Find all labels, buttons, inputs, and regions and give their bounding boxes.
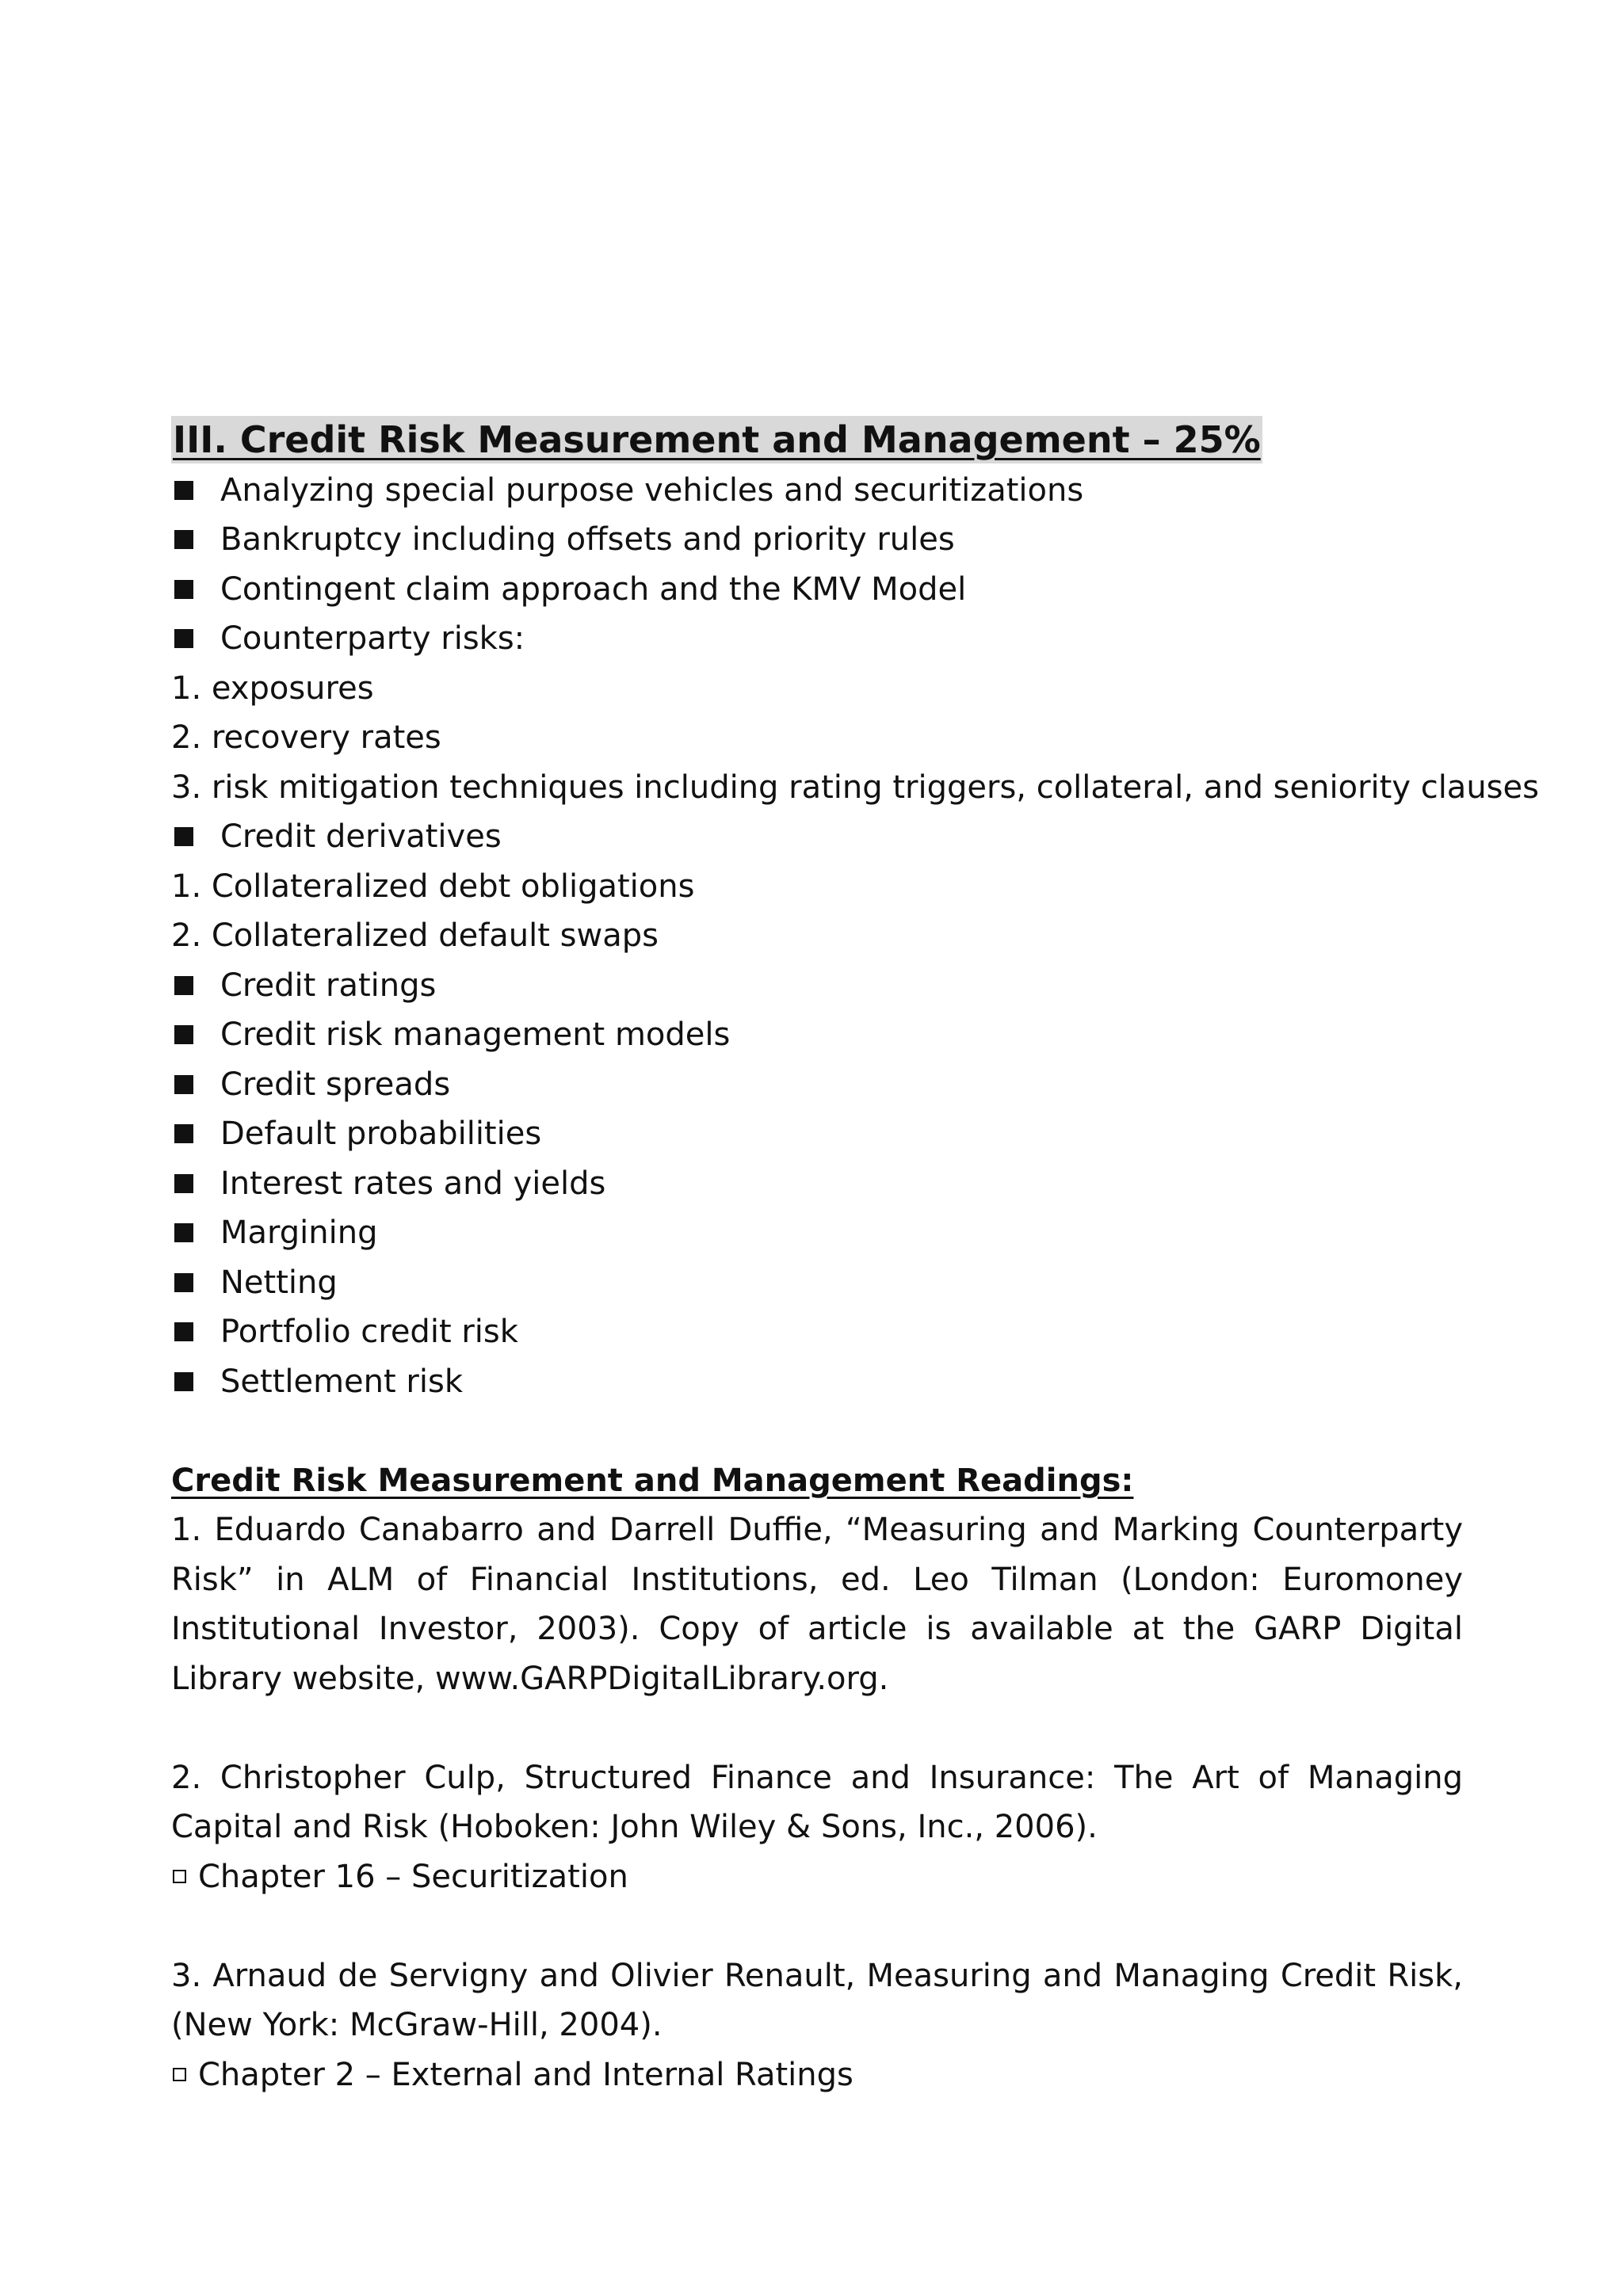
list-item-text: Credit ratings <box>220 967 437 1004</box>
list-item-text: Contingent claim approach and the KMV Model <box>220 570 967 608</box>
square-bullet-icon <box>174 827 193 846</box>
list-item-text: Portfolio credit risk <box>220 1314 518 1350</box>
list-item <box>171 515 1463 565</box>
chapter-line <box>171 1852 1463 1902</box>
list-item <box>171 565 1463 615</box>
list-item-text: Margining <box>220 1215 378 1251</box>
list-item <box>171 1258 1463 1308</box>
list-item <box>171 1307 1463 1357</box>
hollow-square-bullet-icon <box>173 1870 186 1883</box>
list-item <box>171 1109 1463 1159</box>
list-item <box>171 466 1463 516</box>
blank-line <box>171 1406 1463 1456</box>
numbered-item: 1. Collateralized debt obligations <box>171 868 695 905</box>
list-item-text: Bankruptcy including offsets and priority rules <box>220 521 955 558</box>
list-item <box>171 1159 1463 1209</box>
square-bullet-icon <box>174 580 193 599</box>
numbered-item: 3. risk mitigation techniques including rating triggers, collateral, and seniority clauses <box>171 769 1539 806</box>
page-content <box>171 416 1539 2100</box>
square-bullet-icon <box>174 481 193 500</box>
square-bullet-icon <box>174 1372 193 1391</box>
reading-entry: 3. Arnaud de Servigny and Olivier Renault, Measuring and Managing Credit Risk, (New York: McGraw-Hill, 2004). <box>171 1957 1463 2043</box>
list-item-text: Default probabilities <box>220 1116 542 1152</box>
readings-list <box>171 1505 1463 2100</box>
readings-heading: Credit Risk Measurement and Management Readings: <box>171 1462 1134 1499</box>
blank-line <box>171 1901 1463 1951</box>
list-item-text: Credit spreads <box>220 1066 451 1103</box>
square-bullet-icon <box>174 1025 193 1044</box>
square-bullet-icon <box>174 530 193 549</box>
section-title: III. Credit Risk Measurement and Management – 25% <box>171 416 1262 463</box>
square-bullet-icon <box>174 629 193 648</box>
square-bullet-icon <box>174 1223 193 1242</box>
list-item-text: Counterparty risks: <box>220 620 525 657</box>
square-bullet-icon <box>174 1124 193 1143</box>
square-bullet-icon <box>174 1174 193 1193</box>
square-bullet-icon <box>174 1273 193 1292</box>
list-item-text: Netting <box>220 1264 338 1301</box>
reading-entry: 2. Christopher Culp, Structured Finance and Insurance: The Art of Managing Capital and Risk (Hoboken: John Wiley & Sons, Inc., 2006). <box>171 1759 1463 1845</box>
chapter-text: Chapter 16 – Securitization <box>198 1858 628 1895</box>
list-item-text: Settlement risk <box>220 1363 463 1400</box>
list-item <box>171 1060 1463 1110</box>
chapter-line <box>171 2050 1463 2100</box>
reading-entry: 1. Eduardo Canabarro and Darrell Duffie, “Measuring and Marking Counterparty Risk” in ALM of Financial Institutions, ed. Leo Tilman (London: Euromoney Institutional Investor, 2003). Copy of article is available at the GARP Digital Library website, www.GARPDigitalLibrary.org. <box>171 1512 1463 1697</box>
numbered-item: 2. recovery rates <box>171 719 441 756</box>
section-header <box>171 416 1463 466</box>
hollow-square-bullet-icon <box>173 2068 186 2081</box>
list-item-text: Credit derivatives <box>220 818 502 855</box>
list-item <box>171 812 1463 862</box>
numbered-item: 1. exposures <box>171 669 374 707</box>
square-bullet-icon <box>174 976 193 995</box>
list-item-text: Analyzing special purpose vehicles and securitizations <box>220 471 1084 509</box>
list-item <box>171 961 1463 1011</box>
list-item <box>171 1010 1463 1060</box>
list-item <box>171 1357 1463 1407</box>
numbered-item: 2. Collateralized default swaps <box>171 917 659 954</box>
list-item-text: Credit risk management models <box>220 1016 731 1053</box>
topic-list <box>171 466 1539 1407</box>
blank-line <box>171 1703 1463 1753</box>
list-item <box>171 614 1463 664</box>
square-bullet-icon <box>174 1322 193 1341</box>
list-item <box>171 1208 1463 1258</box>
chapter-text: Chapter 2 – External and Internal Ratings <box>198 2056 854 2093</box>
square-bullet-icon <box>174 1075 193 1094</box>
list-item-text: Interest rates and yields <box>220 1165 606 1202</box>
